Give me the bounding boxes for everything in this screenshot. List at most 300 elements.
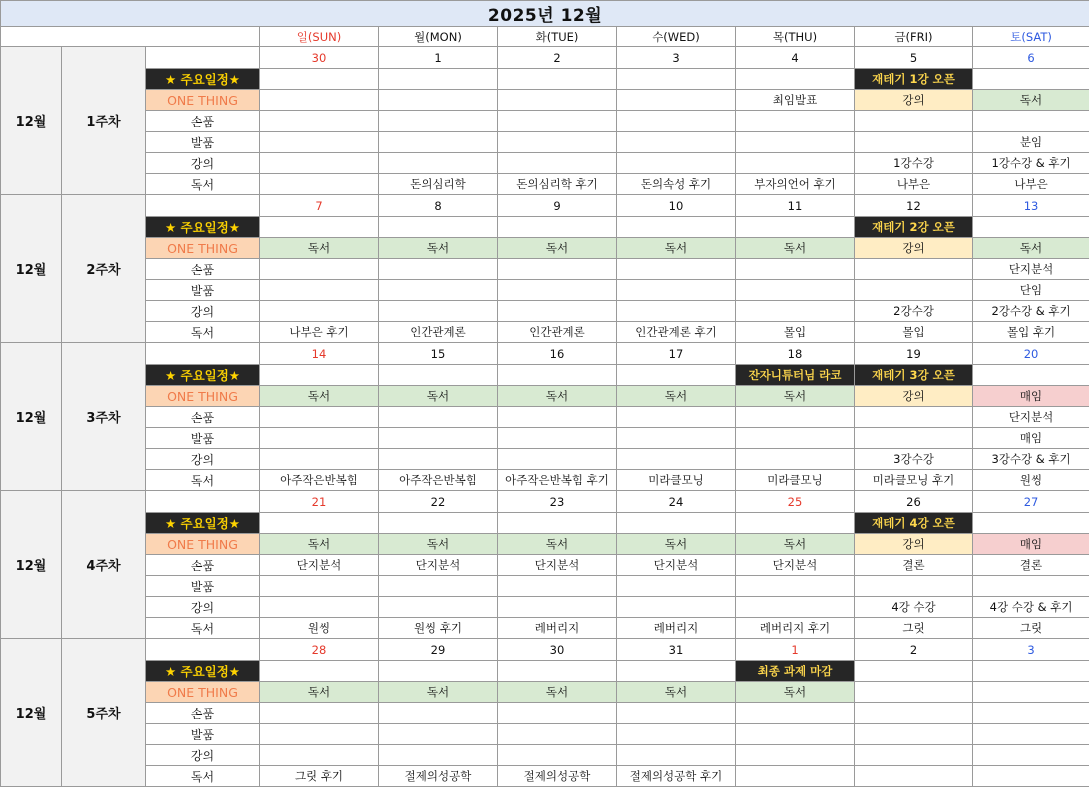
one-thing-label: ONE THING [146, 682, 260, 703]
calendar-cell[interactable] [855, 682, 973, 703]
date-number[interactable]: 30 [498, 639, 617, 661]
calendar-cell[interactable] [736, 724, 855, 745]
calendar-cell[interactable] [973, 745, 1089, 766]
key-schedule-row [1, 513, 1089, 534]
date-number[interactable]: 24 [617, 491, 736, 513]
calendar-cell[interactable] [379, 745, 498, 766]
date-number[interactable]: 10 [617, 195, 736, 217]
calendar-cell[interactable]: 분임 [973, 132, 1089, 153]
calendar-cell[interactable]: 미라클모닝 [736, 470, 855, 491]
calendar-cell[interactable] [260, 597, 379, 618]
calendar-cell[interactable] [379, 132, 498, 153]
calendar-cell[interactable]: 독서 [379, 682, 498, 703]
event-cell[interactable] [260, 365, 379, 386]
calendar-cell[interactable] [855, 703, 973, 724]
calendar-cell[interactable]: 독서 [617, 238, 736, 259]
balpum-row [1, 280, 1089, 301]
date-row-blank [146, 195, 260, 217]
week-label[interactable]: 2주차 [62, 195, 146, 343]
event-cell[interactable] [379, 661, 498, 682]
calendar-cell[interactable]: 원씽 후기 [379, 618, 498, 639]
balpum-label: 발품 [146, 280, 260, 301]
lecture-label: 강의 [146, 449, 260, 470]
one-thing-label: ONE THING [146, 90, 260, 111]
calendar-cell[interactable] [260, 174, 379, 195]
calendar-cell[interactable] [260, 576, 379, 597]
calendar-cell[interactable]: 절제의성공학 후기 [617, 766, 736, 787]
calendar-cell[interactable]: 독서 [736, 682, 855, 703]
calendar-cell[interactable]: 그릿 후기 [260, 766, 379, 787]
calendar-cell[interactable] [498, 703, 617, 724]
calendar-cell[interactable] [260, 153, 379, 174]
calendar-cell[interactable]: 단지분석 [379, 555, 498, 576]
date-number[interactable]: 22 [379, 491, 498, 513]
event-cell[interactable] [855, 661, 973, 682]
calendar-cell[interactable]: 돈의속성 후기 [617, 174, 736, 195]
calendar-cell[interactable]: 1강수강 [855, 153, 973, 174]
date-number[interactable]: 2 [498, 47, 617, 69]
calendar-cell[interactable]: 매임 [973, 386, 1089, 407]
calendar-cell[interactable] [498, 428, 617, 449]
date-number[interactable]: 21 [260, 491, 379, 513]
calendar-cell[interactable] [855, 745, 973, 766]
one-thing-row [1, 90, 1089, 111]
calendar-cell[interactable]: 나부은 [973, 174, 1089, 195]
one-thing-row [1, 534, 1089, 555]
calendar-cell[interactable]: 독서 [379, 534, 498, 555]
week-label[interactable]: 5주차 [62, 639, 146, 787]
calendar-cell[interactable] [855, 428, 973, 449]
calendar-cell[interactable]: 독서 [617, 682, 736, 703]
calendar-cell[interactable]: 단지분석 [973, 407, 1089, 428]
calendar-cell[interactable] [736, 449, 855, 470]
calendar-cell[interactable] [973, 766, 1089, 787]
calendar-cell[interactable]: 독서 [379, 238, 498, 259]
calendar-cell[interactable] [260, 724, 379, 745]
calendar-cell[interactable]: 결론 [973, 555, 1089, 576]
date-number[interactable]: 20 [973, 343, 1089, 365]
calendar-cell[interactable] [855, 111, 973, 132]
calendar-cell[interactable]: 아주작은반복힘 후기 [498, 470, 617, 491]
calendar-cell[interactable]: 몰입 [736, 322, 855, 343]
date-number[interactable]: 18 [736, 343, 855, 365]
calendar-cell[interactable]: 4강 수강 [855, 597, 973, 618]
day-header-wed[interactable]: 수(WED) [617, 27, 736, 47]
calendar-cell[interactable] [855, 280, 973, 301]
event-cell[interactable] [260, 69, 379, 90]
calendar-cell[interactable] [379, 90, 498, 111]
event-cell[interactable] [617, 69, 736, 90]
balpum-row [1, 132, 1089, 153]
lecture-row [1, 745, 1089, 766]
calendar-cell[interactable] [379, 576, 498, 597]
date-number[interactable]: 23 [498, 491, 617, 513]
event-cell[interactable] [973, 217, 1089, 238]
calendar-cell[interactable] [855, 724, 973, 745]
calendar-cell[interactable]: 독서 [498, 386, 617, 407]
date-number[interactable]: 1 [736, 639, 855, 661]
date-number[interactable]: 28 [260, 639, 379, 661]
calendar-cell[interactable] [379, 597, 498, 618]
date-number[interactable]: 3 [973, 639, 1089, 661]
calendar-cell[interactable] [379, 259, 498, 280]
calendar-cell[interactable]: 레버리지 후기 [736, 618, 855, 639]
event-cell[interactable]: 재테기 3강 오픈 [855, 365, 973, 386]
reading-row [1, 618, 1089, 639]
calendar-cell[interactable]: 단지분석 [260, 555, 379, 576]
calendar-cell[interactable]: 독서 [973, 90, 1089, 111]
calendar-cell[interactable]: 몰입 [855, 322, 973, 343]
calendar-cell[interactable]: 인간관계론 후기 [617, 322, 736, 343]
calendar-cell[interactable]: 미라클모닝 후기 [855, 470, 973, 491]
event-cell[interactable]: 재테기 2강 오픈 [855, 217, 973, 238]
calendar-cell[interactable] [379, 407, 498, 428]
calendar-cell[interactable]: 돈의심리학 후기 [498, 174, 617, 195]
calendar-cell[interactable]: 강의 [855, 238, 973, 259]
reading-label: 독서 [146, 618, 260, 639]
calendar-cell[interactable] [498, 597, 617, 618]
date-number[interactable]: 4 [736, 47, 855, 69]
calendar-cell[interactable]: 독서 [736, 238, 855, 259]
calendar-cell[interactable] [498, 407, 617, 428]
calendar-cell[interactable] [617, 449, 736, 470]
calendar-cell[interactable]: 강의 [855, 386, 973, 407]
calendar-cell[interactable] [736, 153, 855, 174]
calendar-cell[interactable]: 돈의심리학 [379, 174, 498, 195]
date-number[interactable]: 3 [617, 47, 736, 69]
calendar-cell[interactable]: 매임 [973, 428, 1089, 449]
day-header-mon[interactable]: 월(MON) [379, 27, 498, 47]
month-label[interactable]: 12월 [1, 343, 62, 491]
lecture-label: 강의 [146, 301, 260, 322]
calendar-cell[interactable] [379, 703, 498, 724]
calendar-cell[interactable] [736, 280, 855, 301]
calendar-cell[interactable]: 나부은 [855, 174, 973, 195]
calendar-cell[interactable]: 미라클모닝 [617, 470, 736, 491]
date-number[interactable]: 13 [973, 195, 1089, 217]
calendar-cell[interactable] [379, 724, 498, 745]
event-cell[interactable] [260, 661, 379, 682]
event-cell[interactable] [260, 513, 379, 534]
calendar-cell[interactable] [736, 301, 855, 322]
date-number[interactable]: 19 [855, 343, 973, 365]
date-number[interactable]: 16 [498, 343, 617, 365]
calendar-cell[interactable]: 3강수강 [855, 449, 973, 470]
calendar-cell[interactable]: 4강 수강 & 후기 [973, 597, 1089, 618]
day-header-thu[interactable]: 목(THU) [736, 27, 855, 47]
month-label[interactable]: 12월 [1, 195, 62, 343]
calendar-cell[interactable] [498, 259, 617, 280]
calendar-cell[interactable]: 강의 [855, 90, 973, 111]
event-cell[interactable] [736, 69, 855, 90]
calendar-cell[interactable]: 독서 [973, 238, 1089, 259]
date-number[interactable]: 9 [498, 195, 617, 217]
date-number[interactable]: 2 [855, 639, 973, 661]
date-number[interactable]: 6 [973, 47, 1089, 69]
calendar-cell[interactable]: 독서 [617, 386, 736, 407]
event-cell[interactable] [736, 217, 855, 238]
event-cell[interactable] [260, 217, 379, 238]
day-header-sun[interactable]: 일(SUN) [260, 27, 379, 47]
calendar-cell[interactable] [617, 90, 736, 111]
calendar-cell[interactable] [855, 259, 973, 280]
date-row [1, 195, 1089, 217]
event-cell[interactable] [498, 217, 617, 238]
calendar-cell[interactable]: 최임발표 [736, 90, 855, 111]
calendar-cell[interactable] [736, 132, 855, 153]
lecture-row [1, 449, 1089, 470]
calendar-cell[interactable] [498, 90, 617, 111]
calendar-cell[interactable] [260, 259, 379, 280]
event-cell[interactable] [379, 217, 498, 238]
calendar-cell[interactable] [498, 301, 617, 322]
date-number[interactable]: 11 [736, 195, 855, 217]
calendar-cell[interactable]: 레버리지 [617, 618, 736, 639]
calendar-cell[interactable]: 3강수강 & 후기 [973, 449, 1089, 470]
calendar-cell[interactable] [379, 111, 498, 132]
event-cell[interactable] [498, 513, 617, 534]
day-header-sat[interactable]: 토(SAT) [973, 27, 1089, 47]
calendar-cell[interactable] [617, 576, 736, 597]
sonpum-label: 손품 [146, 407, 260, 428]
calendar-cell[interactable] [498, 576, 617, 597]
calendar-cell[interactable]: 단지분석 [617, 555, 736, 576]
one-thing-label: ONE THING [146, 534, 260, 555]
event-cell[interactable] [498, 661, 617, 682]
calendar-cell[interactable]: 강의 [855, 534, 973, 555]
date-row-blank [146, 639, 260, 661]
event-cell[interactable] [379, 513, 498, 534]
calendar-cell[interactable] [855, 132, 973, 153]
calendar-cell[interactable]: 독서 [379, 386, 498, 407]
balpum-label: 발품 [146, 576, 260, 597]
calendar-cell[interactable] [260, 132, 379, 153]
calendar-cell[interactable] [260, 407, 379, 428]
sonpum-row [1, 703, 1089, 724]
event-cell[interactable] [379, 69, 498, 90]
calendar-cell[interactable] [379, 280, 498, 301]
event-cell[interactable]: 최종 과제 마감 [736, 661, 855, 682]
week-label[interactable]: 4주차 [62, 491, 146, 639]
key-schedule-label: ★ 주요일정★ [146, 217, 260, 238]
calendar-cell[interactable] [617, 407, 736, 428]
event-cell[interactable] [617, 661, 736, 682]
calendar-cell[interactable] [617, 153, 736, 174]
calendar-cell[interactable]: 독서 [498, 534, 617, 555]
calendar-cell[interactable]: 1강수강 & 후기 [973, 153, 1089, 174]
date-number[interactable]: 5 [855, 47, 973, 69]
calendar-cell[interactable]: 단지분석 [498, 555, 617, 576]
week-label[interactable]: 1주차 [62, 47, 146, 195]
calendar-cell[interactable]: 원씽 [973, 470, 1089, 491]
calendar-cell[interactable]: 독서 [498, 238, 617, 259]
calendar-cell[interactable]: 2강수강 [855, 301, 973, 322]
month-label[interactable]: 12월 [1, 47, 62, 195]
key-schedule-label: ★ 주요일정★ [146, 69, 260, 90]
calendar-cell[interactable] [617, 301, 736, 322]
one-thing-row [1, 682, 1089, 703]
calendar-cell[interactable]: 단지분석 [736, 555, 855, 576]
event-cell[interactable] [973, 513, 1089, 534]
calendar-cell[interactable] [617, 259, 736, 280]
calendar-cell[interactable] [973, 724, 1089, 745]
event-cell[interactable] [973, 661, 1089, 682]
calendar-cell[interactable] [736, 576, 855, 597]
calendar-cell[interactable]: 독서 [736, 534, 855, 555]
calendar-cell[interactable]: 부자의언어 후기 [736, 174, 855, 195]
event-cell[interactable] [498, 365, 617, 386]
date-row-blank [146, 47, 260, 69]
event-cell[interactable]: 재테기 4강 오픈 [855, 513, 973, 534]
calendar-cell[interactable]: 독서 [260, 534, 379, 555]
calendar-cell[interactable] [498, 153, 617, 174]
calendar-cell[interactable] [855, 576, 973, 597]
event-cell[interactable] [498, 69, 617, 90]
calendar-cell[interactable] [855, 766, 973, 787]
calendar-cell[interactable] [973, 682, 1089, 703]
calendar-cell[interactable] [617, 597, 736, 618]
calendar-cell[interactable] [260, 703, 379, 724]
event-cell[interactable] [973, 365, 1089, 386]
calendar-cell[interactable] [617, 724, 736, 745]
calendar-cell[interactable]: 레버리지 [498, 618, 617, 639]
calendar-cell[interactable]: 인간관계론 [498, 322, 617, 343]
calendar-cell[interactable] [260, 449, 379, 470]
calendar-cell[interactable]: 인간관계론 [379, 322, 498, 343]
date-number[interactable]: 14 [260, 343, 379, 365]
reading-row [1, 322, 1089, 343]
calendar-cell[interactable] [498, 280, 617, 301]
date-number[interactable]: 27 [973, 491, 1089, 513]
reading-label: 독서 [146, 174, 260, 195]
calendar-cell[interactable]: 단임 [973, 280, 1089, 301]
event-cell[interactable]: 재테기 1강 오픈 [855, 69, 973, 90]
calendar-cell[interactable] [736, 428, 855, 449]
event-cell[interactable] [379, 365, 498, 386]
calendar-cell[interactable]: 매임 [973, 534, 1089, 555]
day-header-tue[interactable]: 화(TUE) [498, 27, 617, 47]
calendar-cell[interactable] [379, 153, 498, 174]
calendar-cell[interactable] [260, 111, 379, 132]
calendar-cell[interactable]: 절제의성공학 [498, 766, 617, 787]
calendar-cell[interactable]: 독서 [736, 386, 855, 407]
calendar-cell[interactable]: 몰입 후기 [973, 322, 1089, 343]
calendar-cell[interactable] [617, 428, 736, 449]
balpum-row [1, 576, 1089, 597]
calendar-cell[interactable] [617, 132, 736, 153]
calendar-cell[interactable] [379, 449, 498, 470]
calendar-cell[interactable] [973, 576, 1089, 597]
calendar-cell[interactable]: 독서 [617, 534, 736, 555]
month-label[interactable]: 12월 [1, 491, 62, 639]
sonpum-label: 손품 [146, 703, 260, 724]
calendar-cell[interactable] [736, 407, 855, 428]
calendar-cell[interactable]: 단지분석 [973, 259, 1089, 280]
one-thing-row [1, 238, 1089, 259]
date-number[interactable]: 7 [260, 195, 379, 217]
week-label[interactable]: 3주차 [62, 343, 146, 491]
date-number[interactable]: 31 [617, 639, 736, 661]
event-cell[interactable] [973, 69, 1089, 90]
calendar-cell[interactable] [617, 703, 736, 724]
balpum-row [1, 428, 1089, 449]
calendar-cell[interactable] [260, 428, 379, 449]
calendar-cell[interactable] [736, 703, 855, 724]
one-thing-label: ONE THING [146, 238, 260, 259]
date-number[interactable]: 30 [260, 47, 379, 69]
calendar-cell[interactable]: 아주작은반복힘 [260, 470, 379, 491]
calendar-cell[interactable] [617, 745, 736, 766]
calendar-cell[interactable] [736, 766, 855, 787]
calendar-title[interactable]: 2025년 12월 [1, 1, 1089, 27]
calendar-cell[interactable] [260, 745, 379, 766]
calendar-cell[interactable]: 절제의성공학 [379, 766, 498, 787]
calendar-cell[interactable]: 그릿 [973, 618, 1089, 639]
calendar-cell[interactable] [736, 745, 855, 766]
calendar-cell[interactable]: 결론 [855, 555, 973, 576]
date-number[interactable]: 29 [379, 639, 498, 661]
calendar-cell[interactable]: 독서 [260, 386, 379, 407]
calendar-cell[interactable]: 2강수강 & 후기 [973, 301, 1089, 322]
calendar-cell[interactable] [498, 745, 617, 766]
day-header-fri[interactable]: 금(FRI) [855, 27, 973, 47]
reading-row [1, 174, 1089, 195]
date-number[interactable]: 8 [379, 195, 498, 217]
calendar-cell[interactable]: 아주작은반복힘 [379, 470, 498, 491]
calendar-cell[interactable] [498, 132, 617, 153]
calendar-cell[interactable] [736, 597, 855, 618]
calendar-cell[interactable]: 독서 [498, 682, 617, 703]
date-row [1, 639, 1089, 661]
calendar-cell[interactable] [736, 259, 855, 280]
event-cell[interactable] [736, 513, 855, 534]
month-label[interactable]: 12월 [1, 639, 62, 787]
calendar-cell[interactable] [498, 111, 617, 132]
calendar-cell[interactable] [260, 301, 379, 322]
calendar-cell[interactable] [617, 280, 736, 301]
calendar-cell[interactable]: 나부은 후기 [260, 322, 379, 343]
calendar-cell[interactable]: 독서 [260, 238, 379, 259]
date-number[interactable]: 25 [736, 491, 855, 513]
calendar-cell[interactable] [498, 449, 617, 470]
key-schedule-row [1, 365, 1089, 386]
date-number[interactable]: 15 [379, 343, 498, 365]
calendar-cell[interactable] [498, 724, 617, 745]
date-number[interactable]: 17 [617, 343, 736, 365]
calendar-cell[interactable]: 독서 [260, 682, 379, 703]
calendar-cell[interactable] [260, 90, 379, 111]
calendar-cell[interactable] [379, 301, 498, 322]
event-cell[interactable] [617, 217, 736, 238]
calendar-cell[interactable] [379, 428, 498, 449]
date-number[interactable]: 12 [855, 195, 973, 217]
calendar-cell[interactable]: 그릿 [855, 618, 973, 639]
balpum-label: 발품 [146, 724, 260, 745]
calendar-cell[interactable]: 원씽 [260, 618, 379, 639]
calendar-cell[interactable] [855, 407, 973, 428]
event-cell[interactable]: 잔자니튜터님 라코 [736, 365, 855, 386]
calendar-cell[interactable] [973, 111, 1089, 132]
calendar-cell[interactable] [260, 280, 379, 301]
event-cell[interactable] [617, 513, 736, 534]
date-number[interactable]: 1 [379, 47, 498, 69]
calendar-cell[interactable] [736, 111, 855, 132]
lecture-row [1, 597, 1089, 618]
event-cell[interactable] [617, 365, 736, 386]
calendar-cell[interactable] [617, 111, 736, 132]
calendar-cell[interactable] [973, 703, 1089, 724]
date-number[interactable]: 26 [855, 491, 973, 513]
